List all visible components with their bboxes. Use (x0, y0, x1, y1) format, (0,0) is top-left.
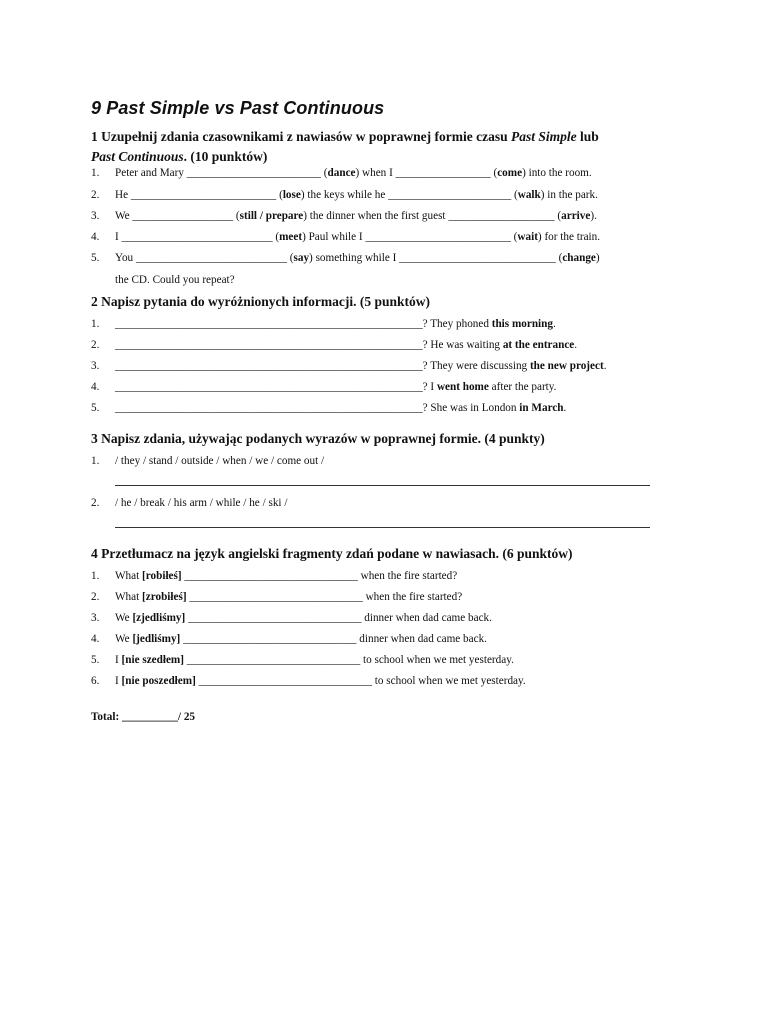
item-text: I (115, 654, 122, 666)
item-number: 2. (91, 591, 100, 603)
answer-blank[interactable]: _______________________________ (188, 612, 362, 624)
verb-hint: come (497, 167, 523, 179)
item-number: 2. (91, 189, 100, 201)
total-score: Total: __________/ 25 (91, 711, 196, 723)
section-4-item (91, 675, 526, 687)
section-2-item (91, 402, 566, 414)
section-1-item (91, 252, 600, 264)
item-5-continuation: the CD. Could you repeat? (115, 274, 235, 286)
highlighted-info: at the entrance (502, 339, 575, 351)
item-text: ) in the park. (540, 189, 598, 201)
item-text: to school when we met yesterday. (372, 675, 526, 687)
polish-fragment: [robiłeś] (142, 570, 182, 582)
section-1-heading-end: . (10 punktów) (183, 149, 268, 164)
section-4-item (91, 633, 487, 645)
verb-hint: lose (282, 189, 301, 201)
item-text: when the fire started? (357, 570, 458, 582)
section-2-item (91, 360, 607, 372)
section-1-item (91, 167, 592, 179)
section-1-heading-past-continuous: Past Continuous (91, 149, 184, 164)
item-text: ) (595, 252, 600, 264)
item-text: ? I (422, 381, 437, 393)
verb-hint: still / prepare (239, 210, 304, 222)
item-text: We (115, 633, 133, 645)
item-text: ) for the train. (537, 231, 601, 243)
item-number: 1. (91, 318, 100, 330)
item-text: ? She was in London (422, 402, 520, 414)
item-text: ? They were discussing (422, 360, 530, 372)
item-number: 4. (91, 381, 100, 393)
section-1-heading (91, 127, 691, 167)
item-number: 5. (91, 654, 100, 666)
section-1-item (91, 189, 598, 201)
item-text: . (552, 318, 556, 330)
answer-blank[interactable]: _______________________________ (184, 570, 358, 582)
item-number: 2. (91, 497, 100, 509)
page-title: 9 Past Simple vs Past Continuous (91, 98, 385, 118)
item-number: 5. (91, 252, 100, 264)
polish-fragment: [nie szedłem] (121, 654, 184, 666)
item-text: We __________________ ( (115, 210, 240, 222)
item-text: after the party. (488, 381, 557, 393)
verb-hint: meet (279, 231, 303, 243)
item-number: 1. (91, 455, 100, 467)
item-number: 1. (91, 167, 100, 179)
section-1-heading-start: 1 Uzupełnij zdania czasownikami z nawiasów w poprawnej formie czasu (91, 129, 511, 144)
item-text: . (563, 402, 567, 414)
answer-blank[interactable]: _______________________________________________________ (115, 381, 423, 393)
answer-blank[interactable]: _______________________________________________________ (115, 360, 423, 372)
highlighted-info: the new project (529, 360, 604, 372)
item-text: I (115, 675, 122, 687)
polish-fragment: [jedliśmy] (132, 633, 181, 645)
polish-fragment: [zrobiłeś] (142, 591, 187, 603)
verb-hint: walk (517, 189, 541, 201)
item-number: 5. (91, 402, 100, 414)
item-text: He __________________________ ( (115, 189, 283, 201)
word-prompts: / he / break / his arm / while / he / ski / (115, 497, 288, 509)
verb-hint: say (293, 252, 310, 264)
polish-fragment: [zjedliśmy] (132, 612, 186, 624)
item-text: Peter and Mary ________________________ ( (115, 167, 328, 179)
answer-blank[interactable]: _______________________________ (183, 633, 357, 645)
section-2-item (91, 381, 556, 393)
section-4-item (91, 612, 492, 624)
item-text: ) the keys while he ______________________ ( (300, 189, 518, 201)
item-number: 4. (91, 231, 100, 243)
answer-blank[interactable]: _______________________________________________________ (115, 402, 423, 414)
section-1-item (91, 210, 597, 222)
item-text: ? He was waiting (422, 339, 503, 351)
answer-line[interactable] (115, 527, 650, 528)
item-text: ) when I _________________ ( (355, 167, 498, 179)
item-text: ? They phoned (422, 318, 492, 330)
section-3-item (91, 497, 287, 509)
section-1-item (91, 231, 600, 243)
item-text: dinner when dad came back. (361, 612, 492, 624)
item-text: when the fire started? (362, 591, 463, 603)
item-text: ) Paul while I __________________________ ( (302, 231, 518, 243)
highlighted-info: went home (436, 381, 489, 393)
item-text: ). (590, 210, 597, 222)
verb-hint: arrive (561, 210, 591, 222)
verb-hint: change (562, 252, 596, 264)
answer-blank[interactable]: _______________________________ (186, 654, 361, 666)
section-4-item (91, 591, 462, 603)
section-2-item (91, 318, 556, 330)
section-4-heading: 4 Przetłumacz na język angielski fragmenty zdań podane w nawiasach. (6 punktów) (91, 546, 573, 561)
answer-blank[interactable]: _______________________________________________________ (115, 318, 423, 330)
section-3-item (91, 455, 324, 467)
item-text: I ___________________________ ( (115, 231, 280, 243)
answer-blank[interactable]: _______________________________ (198, 675, 372, 687)
item-number: 3. (91, 210, 100, 222)
answer-line[interactable] (115, 485, 650, 486)
item-number: 2. (91, 339, 100, 351)
item-text: to school when we met yesterday. (360, 654, 514, 666)
item-number: 3. (91, 360, 100, 372)
item-number: 6. (91, 675, 100, 687)
highlighted-info: this morning (491, 318, 553, 330)
item-text: ) the dinner when the first guest ___________________ ( (303, 210, 562, 222)
word-prompts: / they / stand / outside / when / we / come out / (115, 455, 325, 467)
polish-fragment: [nie poszedłem] (121, 675, 196, 687)
item-text: . (603, 360, 607, 372)
item-text: ) into the room. (522, 167, 592, 179)
item-number: 1. (91, 570, 100, 582)
item-text: You ___________________________ ( (115, 252, 294, 264)
section-4-item (91, 654, 514, 666)
item-text: dinner when dad came back. (356, 633, 487, 645)
section-3-heading: 3 Napisz zdania, używając podanych wyrazów w poprawnej formie. (4 punkty) (91, 431, 545, 446)
answer-blank[interactable]: _______________________________ (189, 591, 363, 603)
section-4-item (91, 570, 457, 582)
highlighted-info: in March (519, 402, 564, 414)
verb-hint: wait (517, 231, 538, 243)
item-text: We (115, 612, 133, 624)
section-2-heading: 2 Napisz pytania do wyróżnionych informacji. (5 punktów) (91, 294, 431, 309)
item-text: What (115, 570, 143, 582)
answer-blank[interactable]: _______________________________________________________ (115, 339, 423, 351)
item-text: What (115, 591, 143, 603)
section-1-heading-past-simple: Past Simple (511, 129, 577, 144)
item-number: 4. (91, 633, 100, 645)
section-2-item (91, 339, 577, 351)
item-text: . (574, 339, 578, 351)
item-text: ) something while I ____________________________ ( (309, 252, 563, 264)
verb-hint: dance (327, 167, 356, 179)
item-number: 3. (91, 612, 100, 624)
section-1-heading-lub: lub (576, 129, 599, 144)
